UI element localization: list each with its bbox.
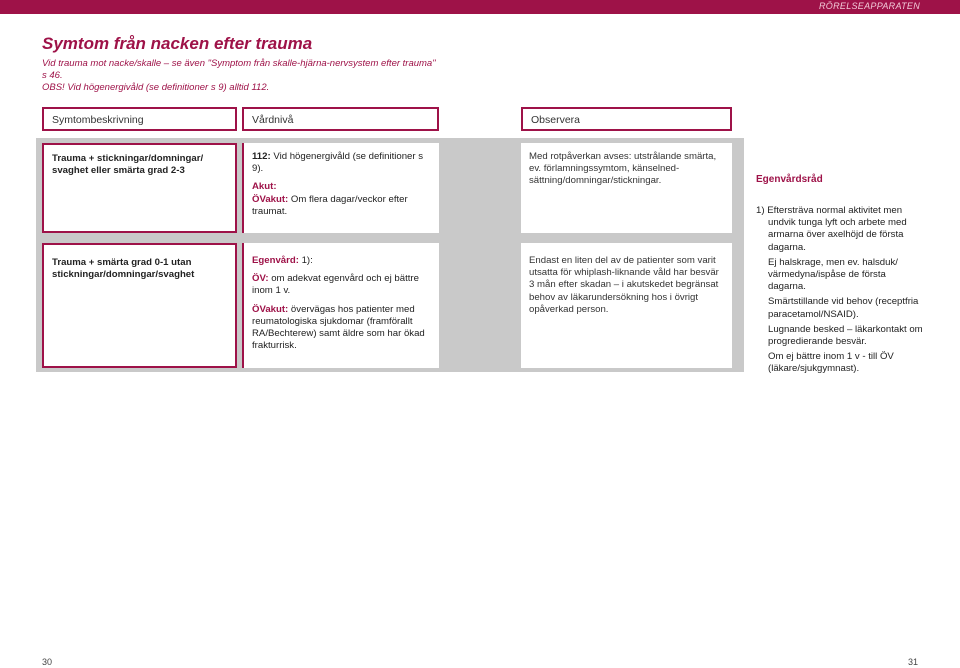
row1-care-card — [242, 143, 439, 233]
row2-care-ov — [252, 273, 431, 297]
self-care-item: Smärtstillande vid behov (receptfria paracetamol/NSAID). — [768, 296, 919, 320]
row2-observe-card — [521, 243, 732, 368]
row2-observe-text: Endast en liten del av de patienter som varit utsatta för whiplash-liknande våld har besvär 3 mån efter skadan – i akutskedet begränsat behov av läkarundersökning hos i övrigt opåverkad person. — [529, 255, 719, 315]
row2-care-ovakut-value: övervägas hos patienter med reumatologiska sjukdomar (framförallt RA/Bechterew) samt äldre som har ökad frakturrisk. — [252, 303, 425, 352]
page-subtitle — [42, 58, 442, 94]
subtitle-line-1: Vid trauma mot nacke/skalle – se även "Symptom från skalle-hjärna-nervsystem efter trauma" s 46. — [42, 58, 436, 81]
row1-observe-text: Med rotpåverkan avses: utstrålande smärta, ev. förlamningssymtom, känselnedsättning/domningar/stickningar. — [529, 151, 717, 187]
row1-observe-card — [521, 143, 732, 233]
self-care-title: Egenvårdsråd — [756, 174, 823, 185]
column-header-care-level: Vårdnivå — [242, 107, 439, 131]
row1-care-112-key: 112: — [252, 151, 271, 162]
row1-care-ovakut — [252, 194, 431, 218]
self-care-item: Om ej bättre inom 1 v - till ÖV (läkare/sjukgymnast). — [768, 351, 894, 375]
row2-symptom-card — [42, 243, 237, 368]
row1-care-112-value: Vid högenergivåld (se definitioner s 9). — [252, 151, 424, 175]
row1-symptom-text: Trauma + stickningar/domningar/ svaghet eller smärta grad 2-3 — [52, 153, 204, 177]
page-number-right: 31 — [908, 657, 919, 667]
column-header-symptom: Symtombeskrivning — [42, 107, 237, 131]
row2-care-card — [242, 243, 439, 368]
self-care-item: 1) Eftersträva normal aktivitet men undvik tunga lyft och arbete med armarna över axelhöjd de första dagarna. — [756, 205, 907, 253]
subtitle-line-2: OBS! Vid högenergivåld (se definitioner s 9) alltid 112. — [42, 82, 270, 93]
self-care-item: Lugnande besked – läkarkontakt om progredierande besvär. — [768, 323, 923, 348]
row2-care-ovakut — [252, 304, 431, 353]
column-header-observe: Observera — [521, 107, 732, 131]
row1-care-112 — [252, 151, 431, 175]
row1-symptom-card — [42, 143, 237, 233]
page-title: Symtom från nacken efter trauma — [42, 34, 313, 53]
section-label: RÖRELSEAPPARATEN — [819, 1, 920, 11]
row2-care-ov-key: ÖV: — [252, 273, 269, 285]
row2-symptom-text: Trauma + smärta grad 0-1 utan stickningar/domningar/svaghet — [52, 257, 195, 281]
row2-care-egenvard-key: Egenvård: — [252, 255, 299, 266]
self-care-item: Ej halskrage, men ev. halsduk/ värmedyna/ispåse de första dagarna. — [768, 256, 898, 293]
page-number-left: 30 — [42, 657, 53, 667]
row2-care-egenvard-value: 1): — [298, 255, 313, 266]
row2-care-ov-value: om adekvat egenvård och ej bättre inom 1 v. — [252, 273, 419, 297]
row2-care-ovakut-key: ÖVakut: — [252, 303, 289, 315]
row1-care-ovakut-key: ÖVakut: — [252, 193, 289, 205]
top-accent-bar — [0, 0, 960, 14]
row1-care-akut: Akut: — [252, 181, 277, 193]
self-care-list — [756, 205, 926, 379]
row2-care-egenvard — [252, 255, 431, 267]
row1-care-ovakut-value: Om flera dagar/veckor efter traumat. — [252, 193, 408, 217]
